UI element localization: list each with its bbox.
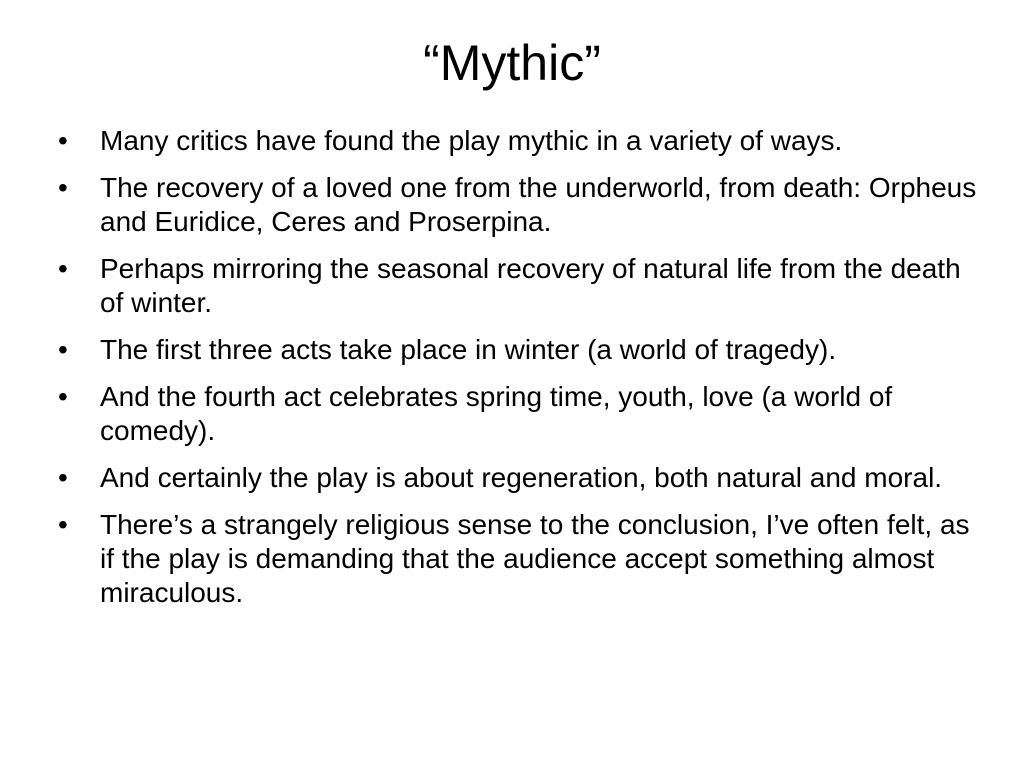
slide-title: “Mythic” xyxy=(423,35,601,91)
bullet-point-icon: • xyxy=(58,253,68,284)
bullet-point-icon: • xyxy=(58,172,68,203)
bullet-point-icon: • xyxy=(58,125,68,156)
bullet-text: And certainly the play is about regeneration, both natural and moral. xyxy=(100,462,943,493)
bullet-point-icon: • xyxy=(58,334,68,365)
bullet-point-icon: • xyxy=(58,462,68,493)
bullet-point-icon: • xyxy=(58,509,68,540)
bullet-list xyxy=(58,124,978,623)
bullet-text: The first three acts take place in winter (a world of tragedy). xyxy=(100,334,837,365)
bullet-text: The recovery of a loved one from the underworld, from death: Orpheus and Euridice, Ceres and Proserpina. xyxy=(100,172,977,237)
bullet-item xyxy=(58,508,978,610)
bullet-item xyxy=(58,380,978,448)
bullet-item xyxy=(58,124,978,158)
bullet-text: Perhaps mirroring the seasonal recovery of natural life from the death of winter. xyxy=(100,253,961,318)
bullet-text: And the fourth act celebrates spring time, youth, love (a world of comedy). xyxy=(100,381,893,446)
bullet-point-icon: • xyxy=(58,381,68,412)
bullet-item xyxy=(58,252,978,320)
bullet-text: There’s a strangely religious sense to the conclusion, I’ve often felt, as if the play is demanding that the audience accept something almost miraculous. xyxy=(100,509,970,608)
bullet-item xyxy=(58,461,978,495)
bullet-text: Many critics have found the play mythic in a variety of ways. xyxy=(100,125,843,156)
bullet-item xyxy=(58,333,978,367)
bullet-item xyxy=(58,171,978,239)
